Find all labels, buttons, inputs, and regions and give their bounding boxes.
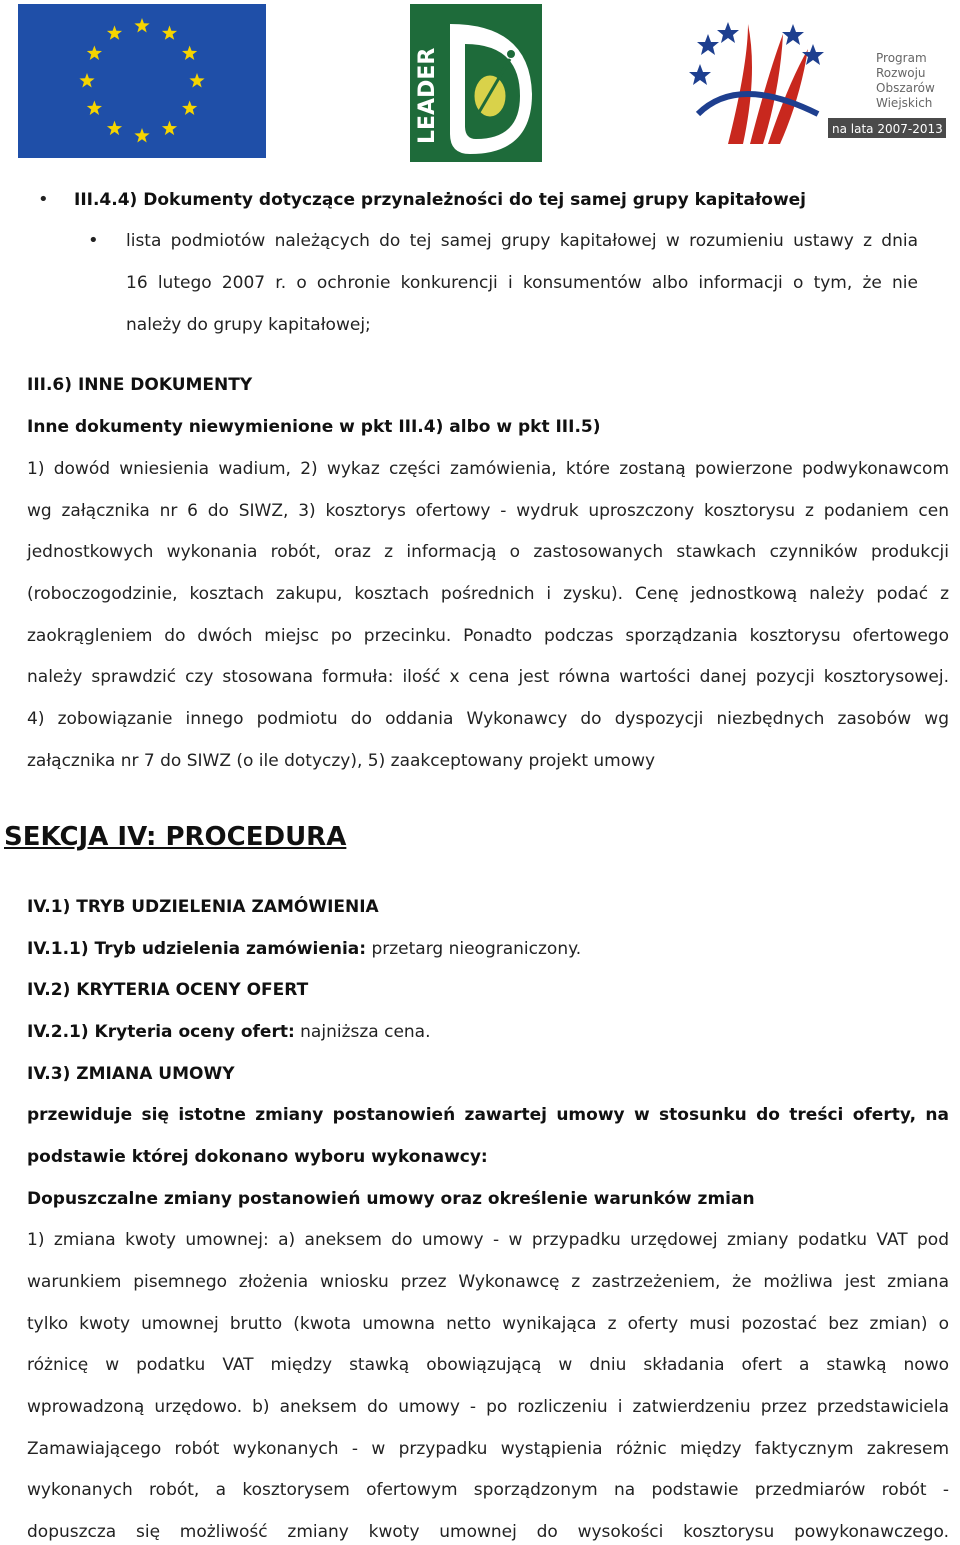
field-iv21 [27, 1021, 949, 1043]
paragraph-line: wprowadzoną urzędowo. b) aneksem do umowy - po rozliczeniu i zatwierdzeniu przez przedstawiciela [27, 1397, 949, 1417]
leader-logo-text: LEADER [415, 47, 440, 144]
section-title-iv1: IV.1) TRYB UDZIELENIA ZAMÓWIENIA [27, 897, 379, 917]
paragraph-line: wg załącznika nr 6 do SIWZ, 3) kosztorys ofertowy - wydruk uproszczony kosztorysu z podaniem cen [27, 501, 949, 521]
bold-paragraph-line: podstawie której dokonano wyboru wykonawcy: [27, 1147, 488, 1167]
paragraph-line: (roboczogodzinie, kosztach zakupu, kosztach pośrednich i zysku). Cenę jednostkową należy podać z [27, 584, 949, 604]
paragraph-line: należy sprawdzić czy stosowana formuła: ilość x cena jest równa wartości danej pozycji kosztorysowej. [27, 667, 949, 687]
paragraph-line: dopuszcza się możliwość zmiany kwoty umownej do wysokości kosztorysu powykonawczego. [27, 1522, 949, 1542]
bullet-icon: • [38, 189, 49, 210]
paragraph-line: tylko kwoty umownej brutto (kwota umowna netto wynikająca z oferty musi pozostać bez zmian) o [27, 1314, 949, 1334]
field-label: IV.2.1) Kryteria oceny ofert: [27, 1022, 295, 1042]
list-item-line: 16 lutego 2007 r. o ochronie konkurencji i konsumentów albo informacji o tym, że nie [126, 273, 918, 293]
prow-text-1: Program [876, 51, 927, 65]
prow-text-2: Rozwoju [876, 66, 926, 80]
section-title-iii6: III.6) INNE DOKUMENTY [27, 375, 253, 395]
field-value: najniższa cena. [294, 1022, 431, 1042]
section-subtitle-iii6: Inne dokumenty niewymienione w pkt III.4) albo w pkt III.5) [27, 417, 601, 437]
paragraph-line: załącznika nr 7 do SIWZ (o ile dotyczy), 5) zaakceptowany projekt umowy [27, 751, 656, 771]
paragraph-line: 1) dowód wniesienia wadium, 2) wykaz części zamówienia, które zostaną powierzone podwykonawcom [27, 459, 949, 479]
field-iv11 [27, 938, 949, 960]
section-title-iv3: IV.3) ZMIANA UMOWY [27, 1064, 235, 1084]
eu-flag-logo [18, 4, 266, 158]
paragraph-line: różnicę w podatku VAT między stawką obowiązującą w dniu składania ofert a stawką nowo [27, 1355, 949, 1375]
section-heading-iv: SEKCJA IV: PROCEDURA [4, 822, 347, 852]
field-label: IV.1.1) Tryb udzielenia zamówienia: [27, 939, 367, 959]
section-title-iv2: IV.2) KRYTERIA OCENY OFERT [27, 980, 309, 1000]
prow-logo [688, 4, 950, 156]
prow-text-4: Wiejskich [876, 96, 933, 110]
bullet-icon: • [88, 230, 99, 251]
leader-logo [410, 4, 542, 162]
prow-text-3: Obszarów [876, 81, 935, 95]
paragraph-line: jednostkowych wykonania robót, oraz z informacją o zastosowanych stawkach czynników produkcji [27, 542, 949, 562]
section-title-iii44: III.4.4) Dokumenty dotyczące przynależności do tej samej grupy kapitałowej [74, 190, 807, 210]
paragraph-line: zaokrągleniem do dwóch miejsc po przecinku. Ponadto podczas sporządzania kosztorysu ofertowego [27, 626, 949, 646]
paragraph-line: warunkiem pisemnego złożenia wniosku przez Wykonawcę z zastrzeżeniem, że możliwa jest zmiana [27, 1272, 949, 1292]
bold-paragraph-line: Dopuszczalne zmiany postanowień umowy oraz określenie warunków zmian [27, 1189, 755, 1209]
list-item-line: należy do grupy kapitałowej; [126, 315, 371, 335]
prow-text-5: na lata 2007-2013 [832, 122, 943, 136]
paragraph-line: Zamawiającego robót wykonanych - w przypadku wystąpienia różnic między faktycznym zakresem [27, 1439, 949, 1459]
paragraph-line: 4) zobowiązanie innego podmiotu do oddania Wykonawcy do dyspozycji niezbędnych zasobów wg [27, 709, 949, 729]
paragraph-line: 1) zmiana kwoty umownej: a) aneksem do umowy - w przypadku urzędowej zmiany podatku VAT pod [27, 1230, 949, 1250]
bold-paragraph-line: przewiduje się istotne zmiany postanowień zawartej umowy w stosunku do treści oferty, na [27, 1105, 949, 1125]
list-item-line: lista podmiotów należących do tej samej grupy kapitałowej w rozumieniu ustawy z dnia [126, 231, 918, 251]
paragraph-line: wykonanych robót, a kosztorysem ofertowym sporządzonym na podstawie przedmiarów robót - [27, 1480, 949, 1500]
field-value: przetarg nieograniczony. [366, 939, 582, 959]
